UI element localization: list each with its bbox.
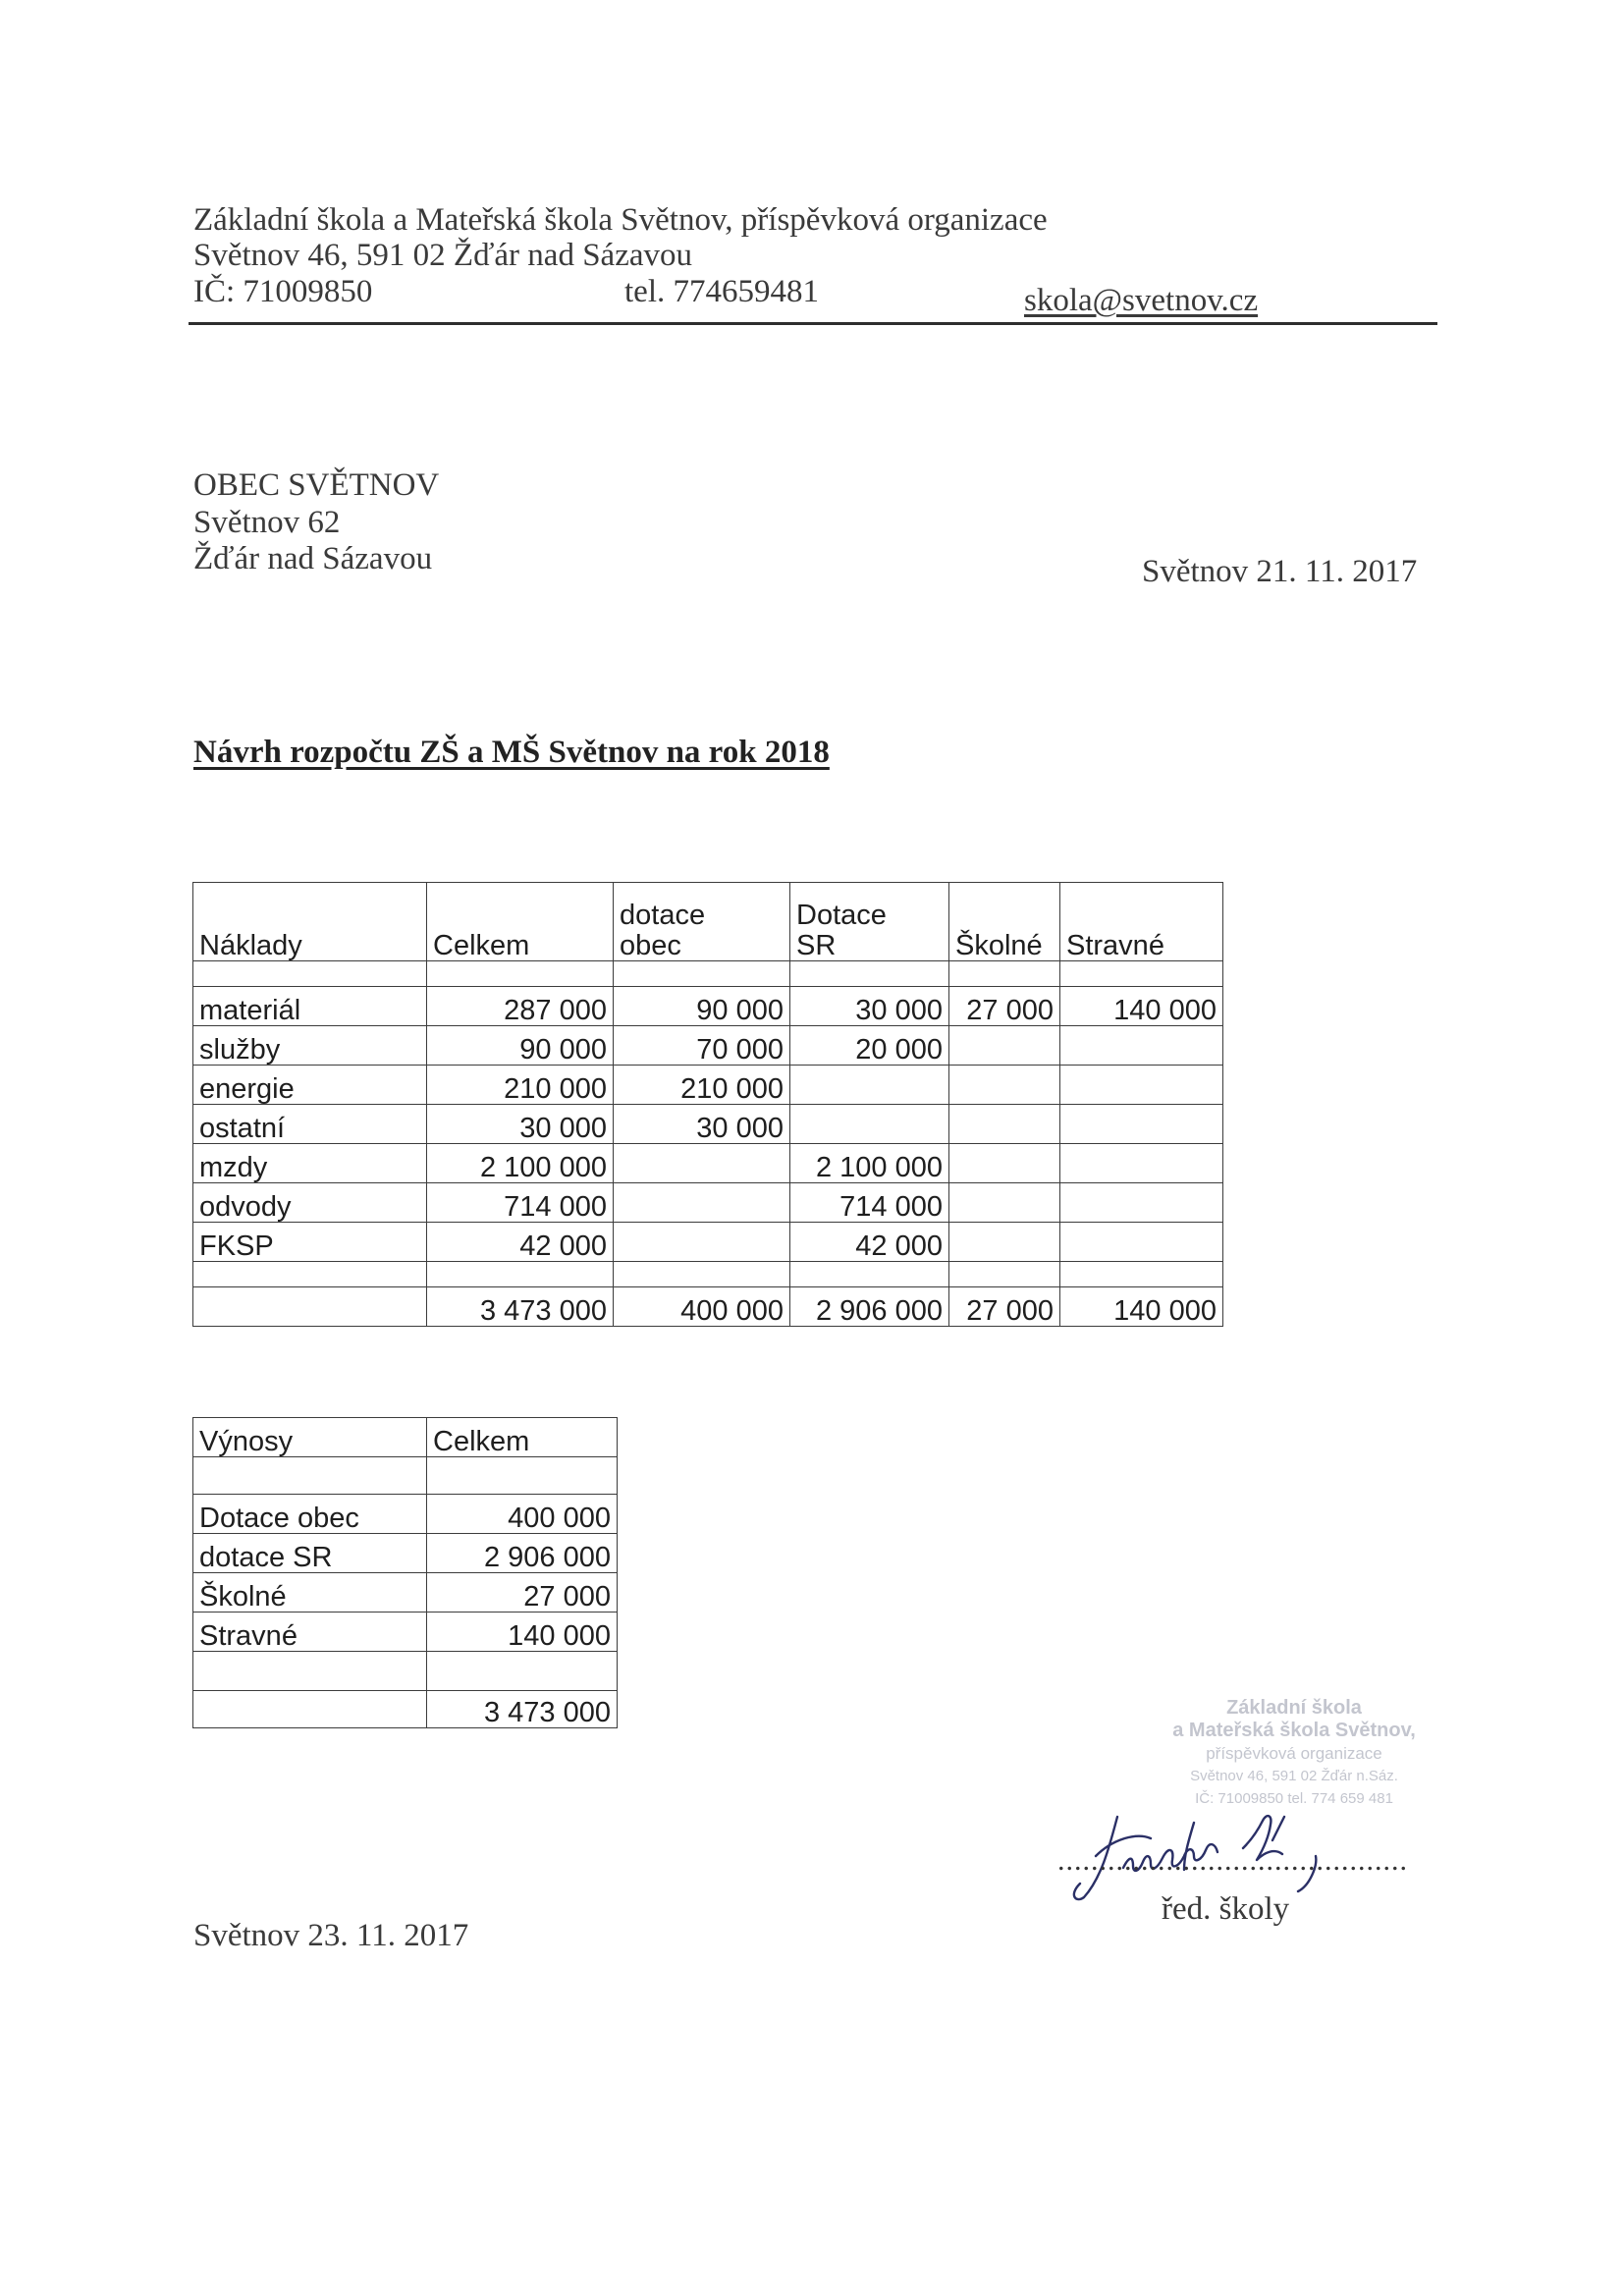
dotace-obec-line2: obec <box>620 929 681 961</box>
costs-cell-dotace-sr: 30 000 <box>790 987 949 1026</box>
costs-cell-celkem: 287 000 <box>427 987 614 1026</box>
costs-cell-label: ostatní <box>193 1105 427 1144</box>
table-row <box>193 1223 1223 1262</box>
revenue-cell-label: dotace SR <box>193 1534 427 1573</box>
revenues-table <box>192 1417 618 1728</box>
revenues-body <box>193 1495 618 1652</box>
recipient-city: Žďár nad Sázavou <box>193 541 433 576</box>
signature-caption: řed. školy <box>1162 1891 1290 1927</box>
costs-cell-stravne <box>1060 1183 1223 1223</box>
costs-cell-dotace-sr: 2 100 000 <box>790 1144 949 1183</box>
costs-cell-dotace-obec: 210 000 <box>614 1066 790 1105</box>
costs-cell-dotace-obec <box>614 1223 790 1262</box>
table-row <box>193 1026 1223 1066</box>
table-row <box>193 1495 618 1534</box>
costs-spacer-row <box>193 961 1223 987</box>
revenue-cell-value: 140 000 <box>427 1613 618 1652</box>
costs-cell-label: služby <box>193 1026 427 1066</box>
costs-cell-label: FKSP <box>193 1223 427 1262</box>
stamp-line-3: příspěvková organizace <box>1206 1744 1382 1763</box>
costs-cell-skolne: 27 000 <box>949 987 1060 1026</box>
recipient-street: Světnov 62 <box>193 505 341 540</box>
costs-col-dotace-obec <box>614 883 790 961</box>
costs-header-row <box>193 883 1223 961</box>
table-row <box>193 1105 1223 1144</box>
stamp-line-2: a Mateřská škola Světnov, <box>1172 1720 1416 1741</box>
revenue-cell-label: Školné <box>193 1573 427 1613</box>
dotace-sr-line1: Dotace <box>796 900 887 932</box>
costs-cell-celkem: 30 000 <box>427 1105 614 1144</box>
costs-cell-stravne <box>1060 1066 1223 1105</box>
revenue-cell-value: 2 906 000 <box>427 1534 618 1573</box>
costs-col-stravne: Stravné <box>1060 883 1223 961</box>
costs-cell-dotace-sr: 20 000 <box>790 1026 949 1066</box>
costs-cell-skolne <box>949 1066 1060 1105</box>
revenue-cell-label: Dotace obec <box>193 1495 427 1534</box>
costs-cell-celkem: 210 000 <box>427 1066 614 1105</box>
table-row <box>193 1183 1223 1223</box>
costs-cell-skolne <box>949 1105 1060 1144</box>
costs-cell-stravne <box>1060 1105 1223 1144</box>
school-ico: IČ: 71009850 <box>193 274 373 309</box>
signature-line: .......................................... <box>1057 1844 1408 1877</box>
costs-cell-dotace-obec: 70 000 <box>614 1026 790 1066</box>
costs-total-row <box>193 1287 1223 1327</box>
costs-cell-dotace-sr: 42 000 <box>790 1223 949 1262</box>
stamp-line-1: Základní škola <box>1226 1697 1362 1719</box>
revenue-cell-value: 27 000 <box>427 1573 618 1613</box>
costs-col-dotace-sr <box>790 883 949 961</box>
costs-cell-skolne <box>949 1026 1060 1066</box>
revenues-header-row <box>193 1418 618 1457</box>
costs-total-celkem: 3 473 000 <box>427 1287 614 1327</box>
revenues-spacer-row <box>193 1457 618 1495</box>
costs-cell-skolne <box>949 1144 1060 1183</box>
revenues-total-row <box>193 1691 618 1728</box>
revenues-col-vynosy: Výnosy <box>193 1418 427 1457</box>
costs-col-naklady: Náklady <box>193 883 427 961</box>
costs-cell-stravne: 140 000 <box>1060 987 1223 1026</box>
costs-cell-label: mzdy <box>193 1144 427 1183</box>
header-divider <box>189 322 1437 325</box>
costs-total-dotace-sr: 2 906 000 <box>790 1287 949 1327</box>
school-address: Světnov 46, 591 02 Žďár nad Sázavou <box>193 238 692 273</box>
stamp-line-5: IČ: 71009850 tel. 774 659 481 <box>1195 1790 1393 1807</box>
recipient-name: OBEC SVĚTNOV <box>193 467 440 503</box>
costs-cell-skolne <box>949 1223 1060 1262</box>
costs-total-label <box>193 1287 427 1327</box>
costs-cell-skolne <box>949 1183 1060 1223</box>
date-top: Světnov 21. 11. 2017 <box>1142 554 1418 589</box>
costs-cell-dotace-sr: 714 000 <box>790 1183 949 1223</box>
table-row <box>193 1066 1223 1105</box>
costs-cell-celkem: 714 000 <box>427 1183 614 1223</box>
revenue-cell-label: Stravné <box>193 1613 427 1652</box>
costs-total-dotace-obec: 400 000 <box>614 1287 790 1327</box>
costs-cell-label: odvody <box>193 1183 427 1223</box>
date-bottom: Světnov 23. 11. 2017 <box>193 1918 469 1953</box>
costs-col-skolne: Školné <box>949 883 1060 961</box>
costs-cell-dotace-obec: 30 000 <box>614 1105 790 1144</box>
stamp-line-4: Světnov 46, 591 02 Žďár n.Sáz. <box>1190 1768 1398 1784</box>
costs-spacer-row-2 <box>193 1262 1223 1287</box>
costs-table <box>192 882 1223 1327</box>
costs-cell-dotace-sr <box>790 1105 949 1144</box>
school-phone: tel. 774659481 <box>624 274 819 309</box>
table-row <box>193 987 1223 1026</box>
document-title: Návrh rozpočtu ZŠ a MŠ Světnov na rok 2018 <box>193 735 830 770</box>
costs-cell-dotace-obec <box>614 1183 790 1223</box>
costs-cell-label: energie <box>193 1066 427 1105</box>
costs-cell-celkem: 90 000 <box>427 1026 614 1066</box>
costs-cell-stravne <box>1060 1144 1223 1183</box>
costs-cell-celkem: 42 000 <box>427 1223 614 1262</box>
costs-cell-label: materiál <box>193 987 427 1026</box>
costs-cell-dotace-obec: 90 000 <box>614 987 790 1026</box>
costs-cell-dotace-sr <box>790 1066 949 1105</box>
costs-body <box>193 987 1223 1262</box>
costs-cell-stravne <box>1060 1026 1223 1066</box>
revenues-spacer-row-2 <box>193 1652 618 1691</box>
table-row <box>193 1534 618 1573</box>
revenues-total: 3 473 000 <box>427 1691 618 1728</box>
table-row <box>193 1144 1223 1183</box>
table-row <box>193 1613 618 1652</box>
school-email-link[interactable]: skola@svetnov.cz <box>1024 283 1259 318</box>
dotace-obec-line1: dotace <box>620 900 706 932</box>
revenue-cell-value: 400 000 <box>427 1495 618 1534</box>
costs-col-celkem: Celkem <box>427 883 614 961</box>
dotace-sr-line2: SR <box>796 929 837 961</box>
revenues-col-celkem: Celkem <box>427 1418 618 1457</box>
costs-cell-celkem: 2 100 000 <box>427 1144 614 1183</box>
costs-total-stravne: 140 000 <box>1060 1287 1223 1327</box>
school-name: Základní škola a Mateřská škola Světnov, příspěvková organizace <box>193 202 1048 238</box>
costs-cell-dotace-obec <box>614 1144 790 1183</box>
costs-total-skolne: 27 000 <box>949 1287 1060 1327</box>
table-row <box>193 1573 618 1613</box>
costs-cell-stravne <box>1060 1223 1223 1262</box>
